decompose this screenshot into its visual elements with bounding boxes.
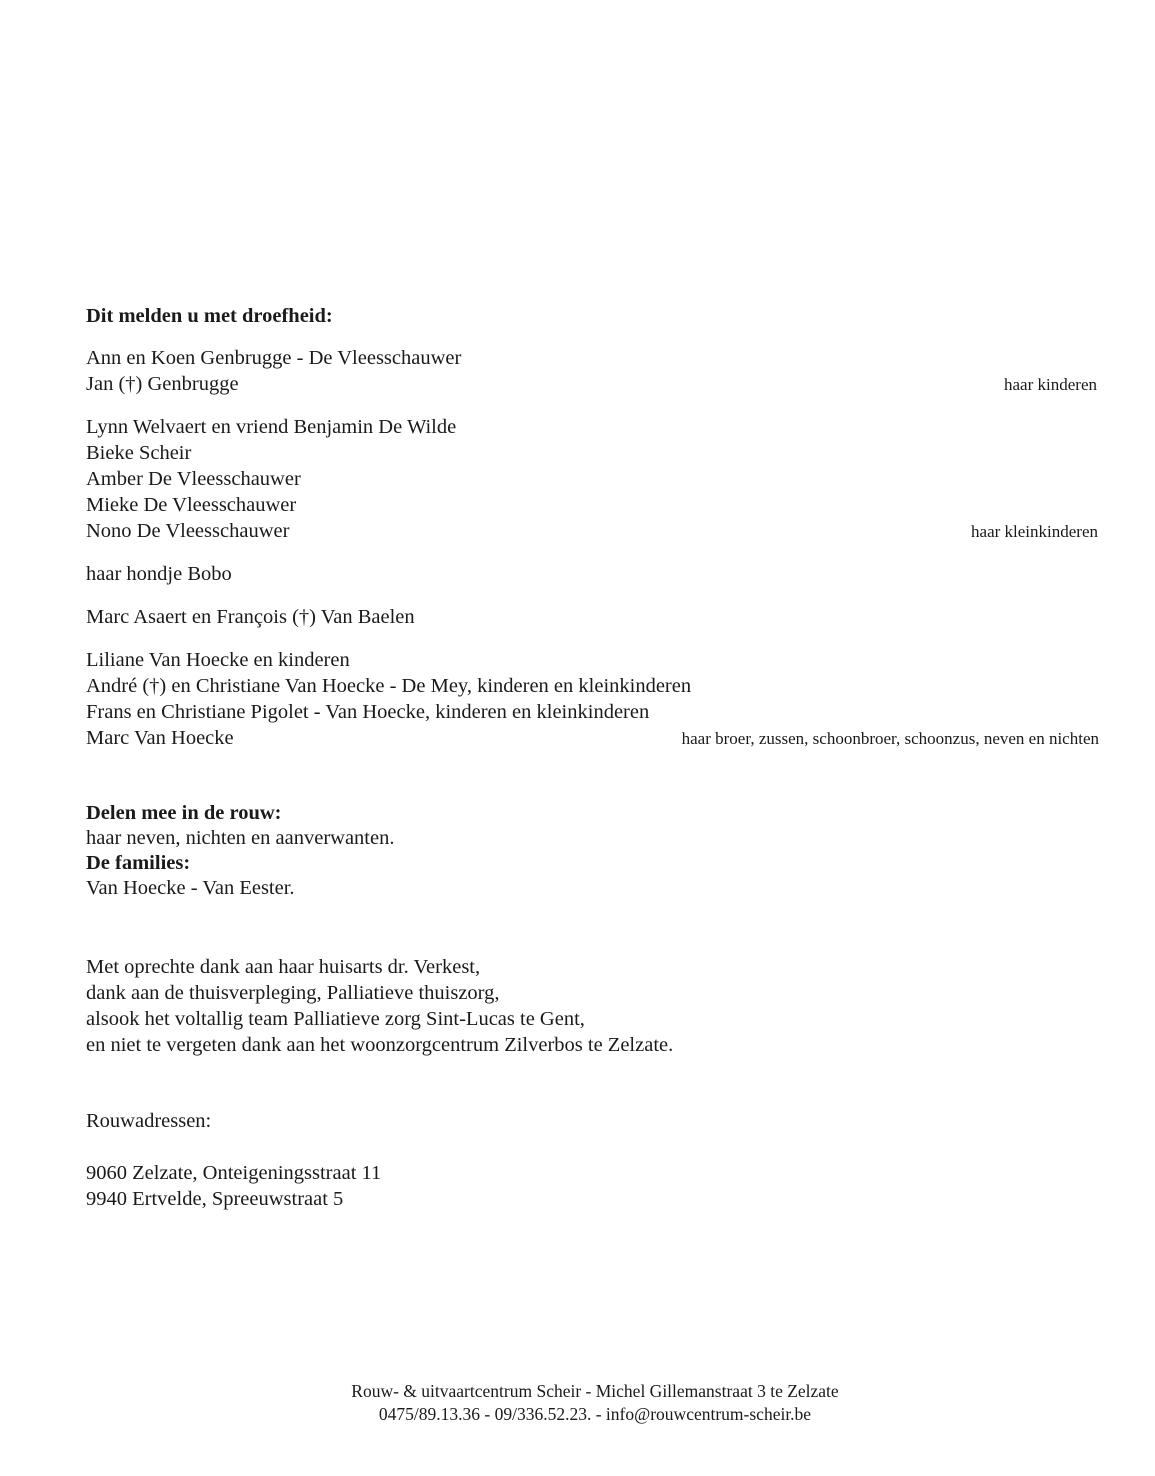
family-name-line: Jan (†) Genbrugge [86, 373, 239, 395]
family-name-line: Amber De Vleesschauwer [86, 468, 301, 490]
mourning-text: haar neven, nichten en aanverwanten. [86, 827, 395, 849]
family-name-line: haar hondje Bobo [86, 563, 232, 585]
address-line: 9060 Zelzate, Onteigeningsstraat 11 [86, 1162, 382, 1184]
family-name-line: Lynn Welvaert en vriend Benjamin De Wilde [86, 416, 457, 438]
footer-contact-line: 0475/89.13.36 - 09/336.52.23. - info@rouwcentrum-scheir.be [378, 1404, 812, 1424]
family-name-line: André (†) en Christiane Van Hoecke - De Mey, kinderen en kleinkinderen [86, 675, 692, 697]
family-name-line: Nono De Vleesschauwer [86, 520, 290, 542]
family-name-line: Liliane Van Hoecke en kinderen [86, 649, 350, 671]
relation-label-children: haar kinderen [1004, 375, 1097, 394]
family-name-line: Mieke De Vleesschauwer [86, 494, 297, 516]
thanks-line: en niet te vergeten dank aan het woonzorgcentrum Zilverbos te Zelzate. [86, 1034, 674, 1056]
thanks-line: Met oprechte dank aan haar huisarts dr. Verkest, [86, 956, 481, 978]
mourning-heading: Delen mee in de rouw: [86, 802, 282, 824]
family-name-line: Marc Van Hoecke [86, 727, 234, 749]
address-line: 9940 Ertvelde, Spreeuwstraat 5 [86, 1188, 344, 1210]
addresses-heading: Rouwadressen: [86, 1110, 212, 1132]
families-heading: De families: [86, 852, 191, 874]
family-name-line: Marc Asaert en François (†) Van Baelen [86, 606, 415, 628]
family-name-line: Ann en Koen Genbrugge - De Vleesschauwer [86, 347, 462, 369]
thanks-line: alsook het voltallig team Palliatieve zorg Sint-Lucas te Gent, [86, 1008, 585, 1030]
families-text: Van Hoecke - Van Eester. [86, 877, 295, 899]
relation-label-grandchildren: haar kleinkinderen [971, 522, 1098, 541]
family-name-line: Bieke Scheir [86, 442, 192, 464]
thanks-line: dank aan de thuisverpleging, Palliatieve thuiszorg, [86, 982, 500, 1004]
family-name-line: Frans en Christiane Pigolet - Van Hoecke, kinderen en kleinkinderen [86, 701, 650, 723]
relation-label-siblings: haar broer, zussen, schoonbroer, schoonzus, neven en nichten [681, 729, 1099, 748]
footer-company-line: Rouw- & uitvaartcentrum Scheir - Michel Gillemanstraat 3 te Zelzate [351, 1381, 839, 1401]
announcement-heading: Dit melden u met droefheid: [86, 305, 333, 327]
